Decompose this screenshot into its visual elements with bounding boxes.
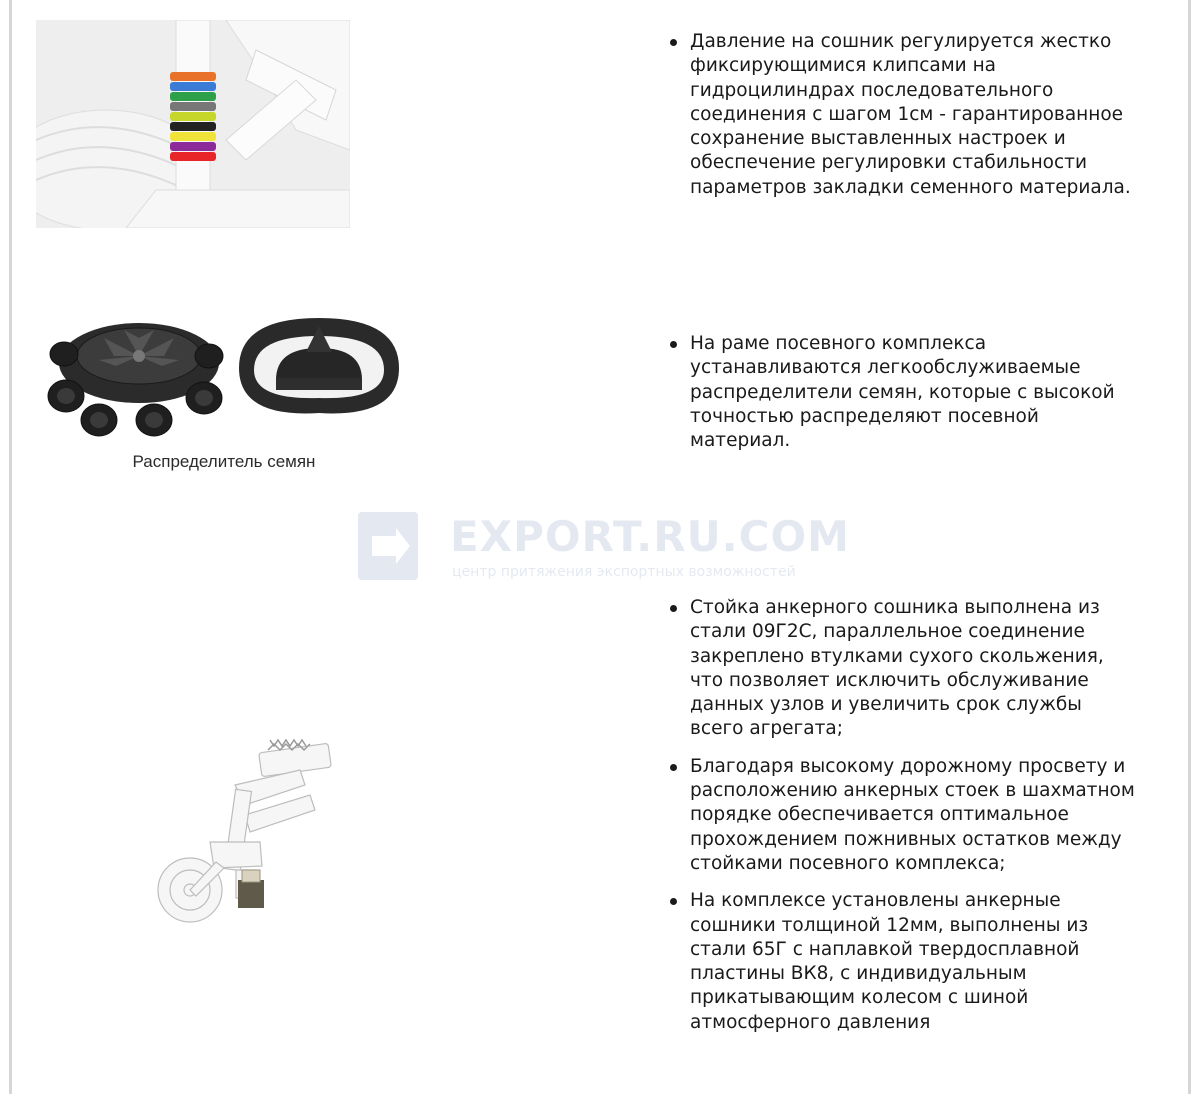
bullet-item: Стойка анкерного сошника выполнена из стали 09Г2С, параллельное соединение закреплено втулками сухого скольжения, что позволяет исключить обслуживание данных узлов и увеличить срок службы всего агрегата;: [668, 596, 1138, 742]
bullet-item: Благодаря высокому дорожному просвету и расположению анкерных стоек в шахматном порядке обеспечивается оптимальное прохождением пожнивных остатков между стойками посевного комплекса;: [668, 755, 1138, 876]
page-border-left: [9, 0, 12, 1094]
section-3-bullets: [668, 596, 1138, 1035]
hydraulic-clips-image: [36, 20, 350, 228]
section-2-bullets: [668, 332, 1138, 453]
watermark: [358, 512, 848, 584]
watermark-text: EXPORT.RU.COM: [450, 512, 850, 561]
export-logo-icon: [358, 512, 418, 580]
bullet-item: На раме посевного комплекса устанавливаются легкообслуживаемые распределители семян, которые с высокой точностью распределяют посевной материал.: [668, 332, 1138, 453]
bullet-item: Давление на сошник регулируется жестко фиксирующимися клипсами на гидроцилиндрах последовательного соединения с шагом 1см - гарантированное сохранение выставленных настроек и обеспечение регулировки стабильности параметров закладки семенного материала.: [668, 30, 1138, 200]
seed-distributor-caption: Распределитель семян: [132, 452, 316, 471]
section-1-bullets: [668, 30, 1138, 200]
seed-distributor-image: [44, 308, 404, 438]
watermark-subtext: центр притяжения экспортных возможностей: [452, 564, 796, 580]
bullet-item: На комплексе установлены анкерные сошники толщиной 12мм, выполнены из стали 65Г с наплавкой твердосплавной пластины ВК8, с индивидуальным прикатывающим колесом с шиной атмосферного давления: [668, 889, 1138, 1035]
page-border-right: [1188, 0, 1191, 1094]
anchor-coulter-image: [150, 730, 350, 930]
